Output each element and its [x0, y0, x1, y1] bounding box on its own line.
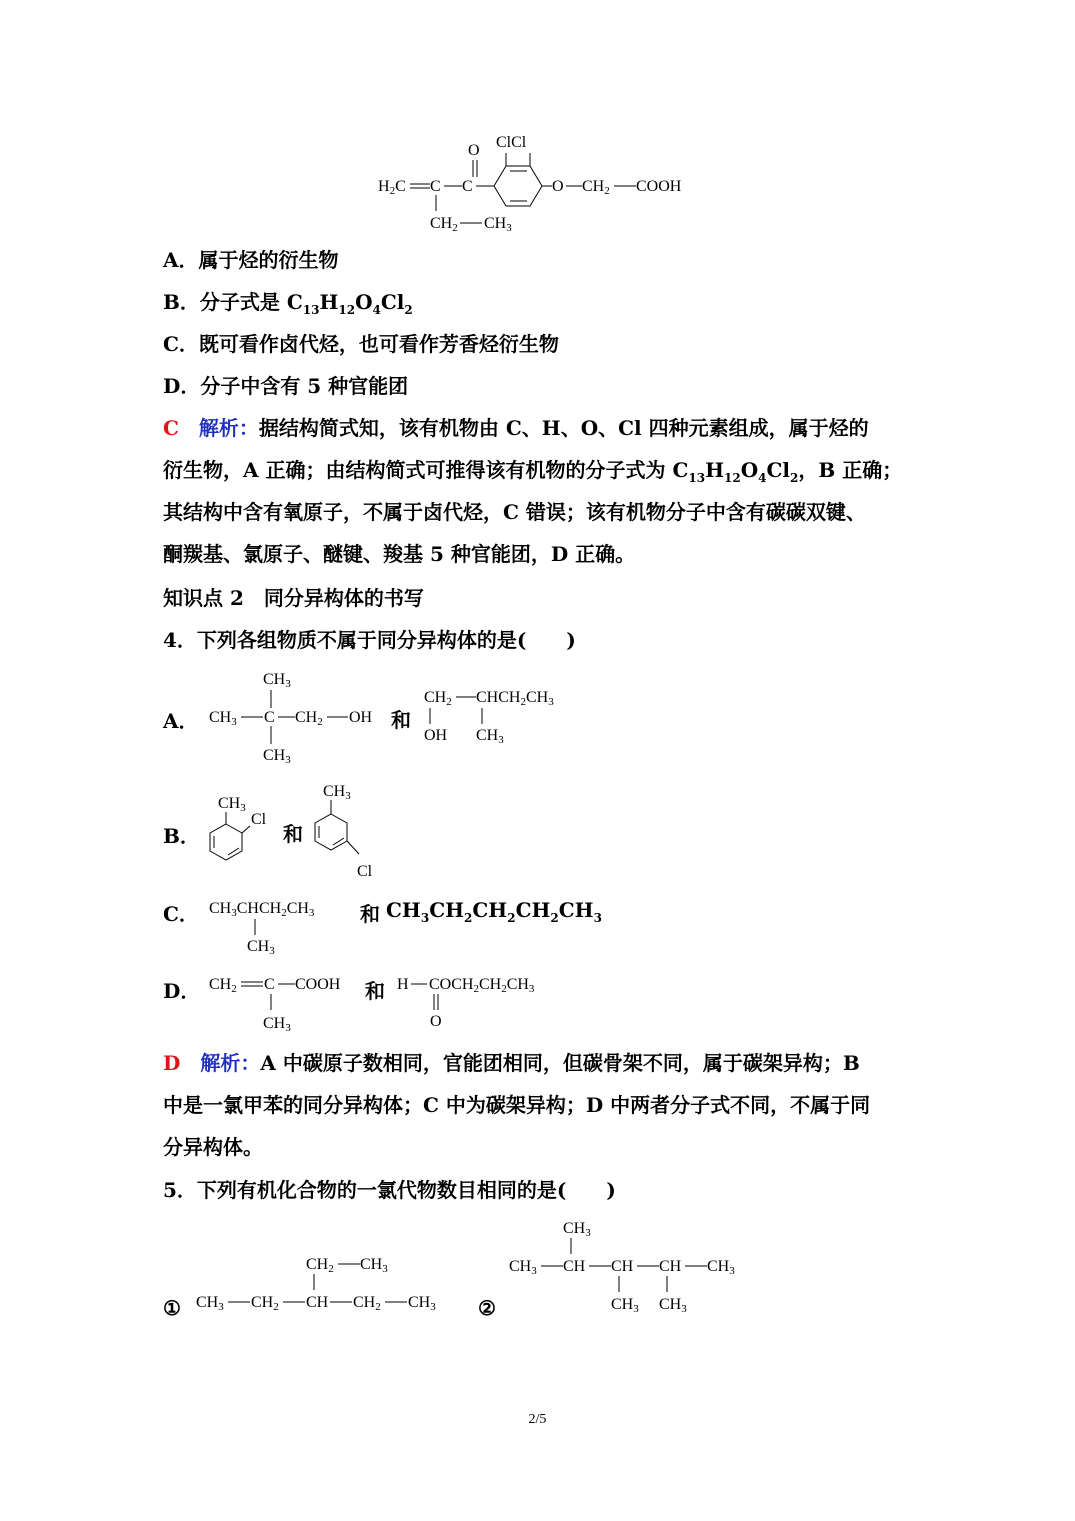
svg-text:CH3: CH3: [196, 1294, 224, 1313]
q3-option-b: B．分子式是 $C_{13}H_{12}O_4Cl_2$: [163, 290, 413, 317]
q3-answer: C: [163, 416, 179, 440]
svg-text:CH3: CH3: [611, 1296, 639, 1315]
svg-text:CH: CH: [306, 1294, 329, 1311]
svg-text:CH2: CH2: [430, 215, 458, 234]
q4-d-right-structure: [395, 968, 575, 1038]
svg-text:COCH2CH2CH3: COCH2CH2CH3: [429, 976, 535, 995]
q3-option-d: D．分子中含有 5 种官能团: [163, 374, 409, 398]
svg-text:C: C: [264, 976, 275, 993]
q4-option-a-label: A．: [163, 709, 199, 733]
svg-text:CH: CH: [563, 1258, 586, 1275]
svg-text:CH3: CH3: [484, 215, 512, 234]
svg-text:COOH: COOH: [295, 976, 341, 993]
q4-c-left-structure: [205, 893, 355, 963]
q4-c-and: 和: [360, 902, 380, 926]
svg-text:CH3: CH3: [209, 709, 237, 728]
svg-text:OH: OH: [424, 727, 448, 744]
q4-answer: D: [163, 1051, 181, 1075]
q3-analysis-line1: C 解析：据结构简式知，该有机物由 C、H、O、Cl 四种元素组成，属于烃的: [163, 416, 869, 440]
svg-text:CH3: CH3: [263, 747, 291, 766]
svg-text:CH3: CH3: [218, 795, 246, 814]
q5-number-1: ①: [163, 1296, 181, 1320]
svg-text:Cl: Cl: [357, 863, 373, 880]
q4-a-and: 和: [391, 708, 411, 732]
svg-text:CH3: CH3: [360, 1256, 388, 1275]
svg-text:CH3: CH3: [659, 1296, 687, 1315]
q3-option-a: A．属于烃的衍生物: [163, 248, 339, 272]
svg-text:CH2: CH2: [251, 1294, 279, 1313]
svg-text:CH3: CH3: [408, 1294, 436, 1313]
q4-b-left-structure: [200, 790, 280, 870]
q4-analysis-line2: 中是一氯甲苯的同分异构体；C 中为碳架异构；D 中两者分子式不同，不属于同: [163, 1093, 871, 1117]
svg-text:CH3: CH3: [247, 938, 275, 957]
svg-text:CHCH2CH3: CHCH2CH3: [476, 689, 554, 708]
svg-text:C: C: [462, 178, 473, 195]
svg-text:O: O: [468, 142, 480, 159]
svg-text:CH3: CH3: [263, 1015, 291, 1034]
q4-option-b-label: B．: [163, 824, 200, 848]
svg-text:Cl: Cl: [251, 811, 267, 828]
q4-d-and: 和: [365, 979, 385, 1003]
svg-text:COOH: COOH: [636, 178, 682, 195]
q5-number-2: ②: [478, 1296, 496, 1320]
page-number: 2/5: [528, 1412, 547, 1427]
svg-text:CH3: CH3: [323, 783, 351, 802]
q4-option-d-label: D．: [163, 979, 201, 1003]
svg-text:CH3: CH3: [509, 1258, 537, 1277]
q3-structure: [370, 125, 710, 235]
svg-text:O: O: [430, 1013, 442, 1030]
q4-analysis-line1: D 解析：A 中碳原子数相同，官能团相同，但碳骨架不同，属于碳架异构；B: [163, 1051, 860, 1075]
svg-text:H2C: H2C: [378, 178, 406, 197]
svg-text:CH3: CH3: [707, 1258, 735, 1277]
q5-structure-1: [190, 1248, 460, 1318]
svg-text:C: C: [430, 178, 441, 195]
svg-text:CH3: CH3: [476, 727, 504, 746]
q4-a-left-structure: [205, 668, 385, 768]
svg-text:CH3: CH3: [563, 1220, 591, 1239]
q4-d-left-structure: [205, 968, 365, 1038]
q3-analysis-line4: 酮羰基、氯原子、醚键、羧基 5 种官能团，D 正确。: [163, 542, 636, 566]
svg-text:CH2: CH2: [209, 976, 237, 995]
q3-option-c: C．既可看作卤代烃，也可看作芳香烃衍生物: [163, 332, 559, 356]
q3-analysis-line3: 其结构中含有氧原子，不属于卤代烃，C 错误；该有机物分子中含有碳碳双键、: [163, 500, 866, 524]
section-heading: 知识点 2 同分异构体的书写: [163, 586, 424, 610]
svg-text:CH2: CH2: [306, 1256, 334, 1275]
svg-text:CH2: CH2: [582, 178, 610, 197]
q4-c-right-formula: $CH_3CH_2CH_2CH_2CH_3$: [386, 898, 602, 925]
q4-option-c-label: C．: [163, 902, 199, 926]
q5-stem: 5．下列有机化合物的一氯代物数目相同的是( ): [163, 1178, 616, 1202]
svg-text:C: C: [264, 709, 275, 726]
svg-text:ClCl: ClCl: [496, 134, 527, 151]
q4-analysis-line3: 分异构体。: [163, 1135, 263, 1159]
svg-text:O: O: [552, 178, 564, 195]
q4-b-right-structure: [305, 778, 395, 886]
q4-a-right-structure: [420, 680, 590, 750]
svg-text:CH2: CH2: [353, 1294, 381, 1313]
q4-stem: 4．下列各组物质不属于同分异构体的是( ): [163, 628, 576, 652]
q3-formula-b: $C_{13}H_{12}O_4Cl_2$: [286, 290, 413, 317]
svg-text:CH2: CH2: [295, 709, 323, 728]
svg-text:CH3: CH3: [263, 671, 291, 690]
svg-text:CH: CH: [659, 1258, 682, 1275]
svg-text:OH: OH: [349, 709, 373, 726]
q4-analysis-label: 解析：: [200, 1051, 261, 1075]
q4-b-and: 和: [283, 822, 303, 846]
svg-text:CH2: CH2: [424, 689, 452, 708]
q3-analysis-label: 解析：: [198, 416, 259, 440]
q5-structure-2: [505, 1210, 755, 1320]
svg-text:H: H: [397, 976, 409, 993]
svg-text:CH: CH: [611, 1258, 634, 1275]
q3-analysis-line2: 衍生物，A 正确；由结构简式可推得该有机物的分子式为 $C_{13}H_{12}O_4Cl_2$，B 正确；: [163, 458, 903, 485]
svg-text:CH3CHCH2CH3: CH3CHCH2CH3: [209, 900, 315, 919]
